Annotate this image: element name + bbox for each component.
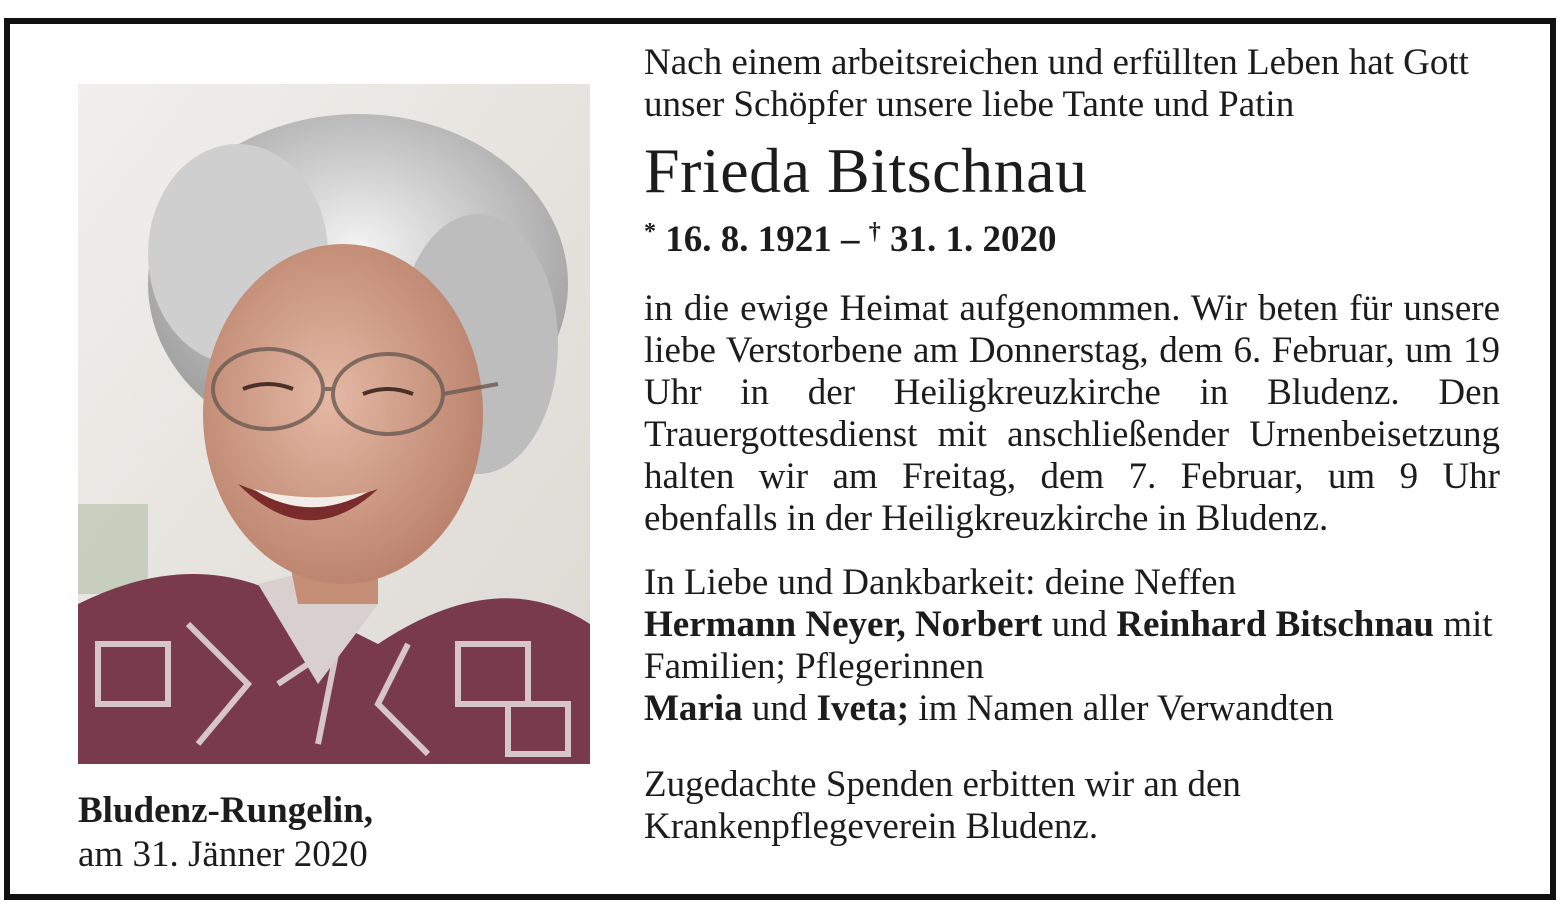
mourner-rest-1: mit Familien; Pflegerinnen bbox=[644, 604, 1493, 687]
birth-symbol: * bbox=[644, 219, 656, 245]
death-symbol: † bbox=[868, 219, 881, 245]
obituary-frame bbox=[4, 18, 1556, 900]
mourner-rest-2: im Namen aller Verwandten bbox=[909, 688, 1334, 729]
mourner-names-2: Reinhard Bitschnau bbox=[1116, 604, 1434, 645]
donation-note: Zugedachte Spenden erbitten wir an den Krankenpflegeverein Bludenz. bbox=[644, 764, 1241, 847]
portrait-illustration bbox=[78, 84, 590, 764]
deceased-name: Frieda Bitschnau bbox=[644, 135, 1088, 206]
caregiver-name-2: Iveta; bbox=[816, 688, 910, 729]
birth-date: 16. 8. 1921 bbox=[665, 219, 832, 260]
intro-text: Nach einem arbeitsreichen und erfüllten Leben hat Gott unser Schöpfer unsere liebe Tante und Patin bbox=[644, 42, 1469, 125]
conjunction-2: und bbox=[742, 688, 817, 729]
life-dates bbox=[644, 210, 1500, 262]
portrait-photo bbox=[78, 84, 590, 764]
death-date: 31. 1. 2020 bbox=[890, 219, 1057, 260]
place-location: Bludenz-Rungelin, bbox=[78, 790, 374, 831]
date-separator: – bbox=[831, 219, 869, 260]
caregiver-name-1: Maria bbox=[644, 688, 743, 729]
place-date: am 31. Jänner 2020 bbox=[78, 834, 368, 875]
mourner-names-1: Hermann Neyer, Norbert bbox=[644, 604, 1043, 645]
obituary-text bbox=[644, 42, 1500, 848]
thanks-intro: In Liebe und Dankbarkeit: deine Neffen bbox=[644, 562, 1237, 603]
service-announcement: in die ewige Heimat aufgenommen. Wir beten für unsere liebe Verstorbene am Donnerstag, dem 6. Februar, um 19 Uhr in der Heiligkreuzkirche in Bludenz. Den Trauergottesdienst mit anschließender Urnenbeisetzung halten wir am Freitag, dem 7. Februar, um 9 Uhr ebenfalls in der Heiligkreuzkirche in Bludenz. bbox=[644, 288, 1500, 539]
place-and-date bbox=[78, 789, 598, 877]
conjunction-1: und bbox=[1042, 604, 1117, 645]
mourners bbox=[644, 562, 1500, 730]
